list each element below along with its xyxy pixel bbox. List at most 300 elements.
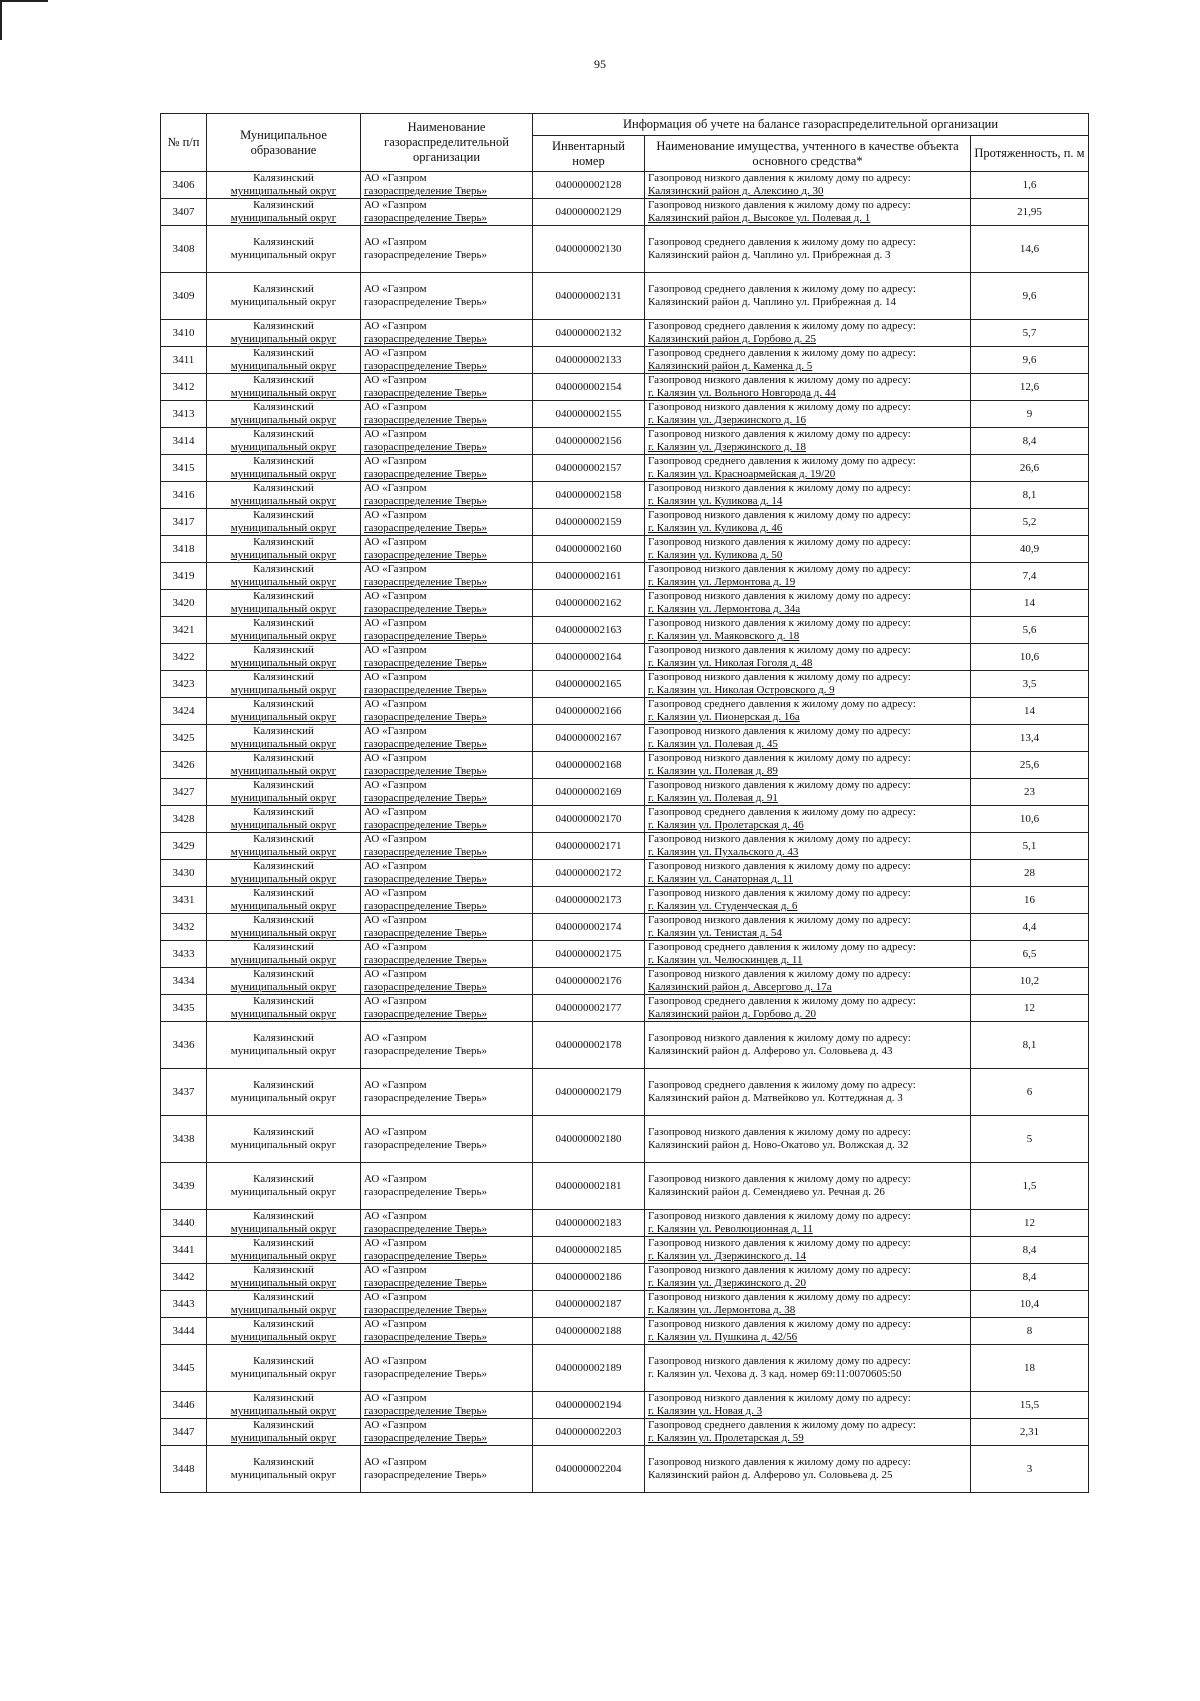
table-row xyxy=(161,1116,1089,1163)
property-line-1: Газопровод низкого давления к жилому дому по адресу: xyxy=(648,752,911,764)
municipality-line-2: муниципальный округ xyxy=(230,1331,337,1343)
row-inventory-number: 040000002183 xyxy=(533,1210,645,1237)
property-line-2: г. Калязин ул. Полевая д. 89 xyxy=(648,765,778,777)
row-inventory-number: 040000002159 xyxy=(533,509,645,536)
row-length: 6 xyxy=(971,1069,1089,1116)
row-number: 3441 xyxy=(161,1237,207,1264)
row-inventory-number: 040000002155 xyxy=(533,401,645,428)
row-organization xyxy=(361,968,533,995)
row-municipality xyxy=(207,374,361,401)
property-line-2: Калязинский район д. Авсергово д. 17а xyxy=(648,981,832,993)
organization-line-2: газораспределение Тверь» xyxy=(364,1432,488,1444)
row-organization xyxy=(361,590,533,617)
property-line-2: г. Калязин ул. Полевая д. 45 xyxy=(648,738,778,750)
table-row xyxy=(161,1392,1089,1419)
organization-line-2: газораспределение Тверь» xyxy=(364,873,488,885)
organization-line-2: газораспределение Тверь» xyxy=(364,1304,488,1316)
organization-line-2: газораспределение Тверь» xyxy=(364,1186,488,1198)
organization-line-2: газораспределение Тверь» xyxy=(364,1469,488,1481)
row-organization xyxy=(361,995,533,1022)
row-municipality xyxy=(207,509,361,536)
municipality-line-2: муниципальный округ xyxy=(230,1277,337,1289)
property-line-2: Калязинский район д. Алферово ул. Соловьева д. 25 xyxy=(648,1469,893,1481)
property-line-1: Газопровод низкого давления к жилому дому по адресу: xyxy=(648,401,911,413)
row-length: 9 xyxy=(971,401,1089,428)
organization-line-1: АО «Газпром xyxy=(364,1456,427,1468)
row-number: 3439 xyxy=(161,1163,207,1210)
municipality-line-1: Калязинский xyxy=(253,347,314,359)
property-line-1: Газопровод низкого давления к жилому дому по адресу: xyxy=(648,536,911,548)
row-organization xyxy=(361,1291,533,1318)
property-line-2: г. Калязин ул. Куликова д. 46 xyxy=(648,522,783,534)
row-inventory-number: 040000002187 xyxy=(533,1291,645,1318)
row-number: 3433 xyxy=(161,941,207,968)
row-length: 14,6 xyxy=(971,226,1089,273)
row-length: 7,4 xyxy=(971,563,1089,590)
municipality-line-1: Калязинский xyxy=(253,1318,314,1330)
row-number: 3422 xyxy=(161,644,207,671)
organization-line-2: газораспределение Тверь» xyxy=(364,1250,488,1262)
gas-pipeline-table xyxy=(160,113,1089,1493)
property-line-2: г. Калязин ул. Новая д. 3 xyxy=(648,1405,763,1417)
row-inventory-number: 040000002164 xyxy=(533,644,645,671)
row-property-name xyxy=(645,644,971,671)
row-length: 23 xyxy=(971,779,1089,806)
municipality-line-1: Калязинский xyxy=(253,1032,314,1044)
row-inventory-number: 040000002170 xyxy=(533,806,645,833)
municipality-line-1: Калязинский xyxy=(253,401,314,413)
municipality-line-1: Калязинский xyxy=(253,1210,314,1222)
row-length: 25,6 xyxy=(971,752,1089,779)
organization-line-1: АО «Газпром xyxy=(364,644,427,656)
municipality-line-2: муниципальный округ xyxy=(230,1092,337,1104)
table-row xyxy=(161,698,1089,725)
row-length: 8,1 xyxy=(971,482,1089,509)
row-organization xyxy=(361,455,533,482)
row-organization xyxy=(361,860,533,887)
organization-line-1: АО «Газпром xyxy=(364,1392,427,1404)
row-inventory-number: 040000002204 xyxy=(533,1446,645,1493)
row-organization xyxy=(361,725,533,752)
municipality-line-1: Калязинский xyxy=(253,563,314,575)
municipality-line-2: муниципальный округ xyxy=(230,1250,337,1262)
municipality-line-1: Калязинский xyxy=(253,887,314,899)
municipality-line-2: муниципальный округ xyxy=(230,360,337,372)
row-inventory-number: 040000002132 xyxy=(533,320,645,347)
row-number: 3437 xyxy=(161,1069,207,1116)
organization-line-2: газораспределение Тверь» xyxy=(364,1277,488,1289)
municipality-line-1: Калязинский xyxy=(253,590,314,602)
row-property-name xyxy=(645,1163,971,1210)
row-municipality xyxy=(207,995,361,1022)
municipality-line-1: Калязинский xyxy=(253,644,314,656)
row-length: 4,4 xyxy=(971,914,1089,941)
municipality-line-2: муниципальный округ xyxy=(230,1223,337,1235)
row-number: 3444 xyxy=(161,1318,207,1345)
property-line-2: г. Калязин ул. Тенистая д. 54 xyxy=(648,927,782,939)
table-row xyxy=(161,779,1089,806)
organization-line-2: газораспределение Тверь» xyxy=(364,657,488,669)
property-line-1: Газопровод низкого давления к жилому дому по адресу: xyxy=(648,644,911,656)
municipality-line-1: Калязинский xyxy=(253,941,314,953)
page-number: 95 xyxy=(594,57,606,71)
organization-line-2: газораспределение Тверь» xyxy=(364,603,488,615)
row-municipality xyxy=(207,752,361,779)
row-property-name xyxy=(645,887,971,914)
table-row xyxy=(161,725,1089,752)
property-line-1: Газопровод низкого давления к жилому дому по адресу: xyxy=(648,1032,911,1044)
property-line-1: Газопровод низкого давления к жилому дому по адресу: xyxy=(648,428,911,440)
row-length: 15,5 xyxy=(971,1392,1089,1419)
organization-line-1: АО «Газпром xyxy=(364,968,427,980)
table-row xyxy=(161,347,1089,374)
organization-line-2: газораспределение Тверь» xyxy=(364,468,488,480)
row-property-name xyxy=(645,698,971,725)
row-property-name xyxy=(645,347,971,374)
row-organization xyxy=(361,1022,533,1069)
municipality-line-1: Калязинский xyxy=(253,1079,314,1091)
row-number: 3411 xyxy=(161,347,207,374)
row-inventory-number: 040000002157 xyxy=(533,455,645,482)
row-municipality xyxy=(207,1419,361,1446)
table-body xyxy=(161,172,1089,1493)
row-inventory-number: 040000002165 xyxy=(533,671,645,698)
row-organization xyxy=(361,644,533,671)
row-number: 3429 xyxy=(161,833,207,860)
property-line-2: Калязинский район д. Высокое ул. Полевая д. 1 xyxy=(648,212,871,224)
row-number: 3413 xyxy=(161,401,207,428)
table-row xyxy=(161,320,1089,347)
row-inventory-number: 040000002129 xyxy=(533,199,645,226)
municipality-line-2: муниципальный округ xyxy=(230,738,337,750)
table-row xyxy=(161,428,1089,455)
row-property-name xyxy=(645,779,971,806)
row-length: 5 xyxy=(971,1116,1089,1163)
municipality-line-2: муниципальный округ xyxy=(230,846,337,858)
row-municipality xyxy=(207,806,361,833)
property-line-1: Газопровод низкого давления к жилому дому по адресу: xyxy=(648,671,911,683)
table-row xyxy=(161,860,1089,887)
table-row xyxy=(161,1210,1089,1237)
row-length: 12 xyxy=(971,1210,1089,1237)
organization-line-2: газораспределение Тверь» xyxy=(364,360,488,372)
row-organization xyxy=(361,914,533,941)
row-number: 3440 xyxy=(161,1210,207,1237)
row-municipality xyxy=(207,1392,361,1419)
property-line-1: Газопровод низкого давления к жилому дому по адресу: xyxy=(648,1355,911,1367)
organization-line-1: АО «Газпром xyxy=(364,617,427,629)
organization-line-2: газораспределение Тверь» xyxy=(364,249,488,261)
property-line-1: Газопровод низкого давления к жилому дому по адресу: xyxy=(648,1237,911,1249)
row-number: 3446 xyxy=(161,1392,207,1419)
property-line-1: Газопровод низкого давления к жилому дому по адресу: xyxy=(648,590,911,602)
row-inventory-number: 040000002177 xyxy=(533,995,645,1022)
row-inventory-number: 040000002172 xyxy=(533,860,645,887)
row-municipality xyxy=(207,347,361,374)
row-organization xyxy=(361,482,533,509)
row-number: 3424 xyxy=(161,698,207,725)
organization-line-2: газораспределение Тверь» xyxy=(364,846,488,858)
property-line-1: Газопровод низкого давления к жилому дому по адресу: xyxy=(648,1210,911,1222)
row-property-name xyxy=(645,455,971,482)
property-line-1: Газопровод низкого давления к жилому дому по адресу: xyxy=(648,1126,911,1138)
row-municipality xyxy=(207,671,361,698)
row-number: 3442 xyxy=(161,1264,207,1291)
row-number: 3417 xyxy=(161,509,207,536)
municipality-line-2: муниципальный округ xyxy=(230,711,337,723)
municipality-line-1: Калязинский xyxy=(253,283,314,295)
row-inventory-number: 040000002171 xyxy=(533,833,645,860)
table-row xyxy=(161,590,1089,617)
row-inventory-number: 040000002167 xyxy=(533,725,645,752)
row-number: 3448 xyxy=(161,1446,207,1493)
table-row xyxy=(161,1419,1089,1446)
table-row xyxy=(161,1318,1089,1345)
municipality-line-2: муниципальный округ xyxy=(230,1469,337,1481)
organization-line-1: АО «Газпром xyxy=(364,509,427,521)
row-municipality xyxy=(207,1345,361,1392)
municipality-line-2: муниципальный округ xyxy=(230,576,337,588)
municipality-line-2: муниципальный округ xyxy=(230,1139,337,1151)
municipality-line-1: Калязинский xyxy=(253,482,314,494)
row-property-name xyxy=(645,914,971,941)
property-line-2: г. Калязин ул. Пухальского д. 43 xyxy=(648,846,799,858)
row-length: 13,4 xyxy=(971,725,1089,752)
organization-line-1: АО «Газпром xyxy=(364,752,427,764)
row-organization xyxy=(361,698,533,725)
property-line-1: Газопровод низкого давления к жилому дому по адресу: xyxy=(648,1173,911,1185)
row-number: 3407 xyxy=(161,199,207,226)
organization-line-1: АО «Газпром xyxy=(364,1210,427,1222)
row-length: 9,6 xyxy=(971,273,1089,320)
row-property-name xyxy=(645,509,971,536)
organization-line-1: АО «Газпром xyxy=(364,1419,427,1431)
table-row xyxy=(161,509,1089,536)
organization-line-2: газораспределение Тверь» xyxy=(364,765,488,777)
row-property-name xyxy=(645,590,971,617)
property-line-2: г. Калязин ул. Студенческая д. 6 xyxy=(648,900,798,912)
organization-line-1: АО «Газпром xyxy=(364,536,427,548)
row-length: 5,1 xyxy=(971,833,1089,860)
municipality-line-2: муниципальный округ xyxy=(230,333,337,345)
row-property-name xyxy=(645,1069,971,1116)
table-row xyxy=(161,226,1089,273)
row-municipality xyxy=(207,941,361,968)
header-property-name: Наименование имущества, учтенного в качестве объекта основного средства* xyxy=(645,136,971,172)
row-length: 5,7 xyxy=(971,320,1089,347)
row-property-name xyxy=(645,1264,971,1291)
organization-line-2: газораспределение Тверь» xyxy=(364,1331,488,1343)
organization-line-1: АО «Газпром xyxy=(364,914,427,926)
header-balance-info: Информация об учете на балансе газораспределительной организации xyxy=(533,114,1089,136)
row-municipality xyxy=(207,455,361,482)
property-line-1: Газопровод среднего давления к жилому дому по адресу: xyxy=(648,236,916,248)
municipality-line-1: Калязинский xyxy=(253,995,314,1007)
organization-line-2: газораспределение Тверь» xyxy=(364,185,488,197)
row-number: 3423 xyxy=(161,671,207,698)
municipality-line-1: Калязинский xyxy=(253,374,314,386)
organization-line-2: газораспределение Тверь» xyxy=(364,576,488,588)
row-municipality xyxy=(207,1318,361,1345)
row-number: 3434 xyxy=(161,968,207,995)
property-line-1: Газопровод низкого давления к жилому дому по адресу: xyxy=(648,509,911,521)
row-municipality xyxy=(207,590,361,617)
row-inventory-number: 040000002181 xyxy=(533,1163,645,1210)
row-property-name xyxy=(645,860,971,887)
municipality-line-2: муниципальный округ xyxy=(230,873,337,885)
municipality-line-1: Калязинский xyxy=(253,236,314,248)
property-line-2: г. Калязин ул. Полевая д. 91 xyxy=(648,792,778,804)
municipality-line-1: Калязинский xyxy=(253,1264,314,1276)
organization-line-1: АО «Газпром xyxy=(364,941,427,953)
row-length: 18 xyxy=(971,1345,1089,1392)
row-property-name xyxy=(645,1237,971,1264)
organization-line-1: АО «Газпром xyxy=(364,455,427,467)
property-line-2: г. Калязин ул. Пролетарская д. 46 xyxy=(648,819,804,831)
row-number: 3430 xyxy=(161,860,207,887)
property-line-2: г. Калязин ул. Дзержинского д. 20 xyxy=(648,1277,806,1289)
row-municipality xyxy=(207,1237,361,1264)
row-organization xyxy=(361,347,533,374)
row-organization xyxy=(361,1069,533,1116)
municipality-line-2: муниципальный округ xyxy=(230,414,337,426)
property-line-1: Газопровод низкого давления к жилому дому по адресу: xyxy=(648,374,911,386)
row-municipality xyxy=(207,563,361,590)
row-municipality xyxy=(207,833,361,860)
row-property-name xyxy=(645,806,971,833)
row-inventory-number: 040000002161 xyxy=(533,563,645,590)
municipality-line-1: Калязинский xyxy=(253,1355,314,1367)
organization-line-2: газораспределение Тверь» xyxy=(364,1045,488,1057)
row-property-name xyxy=(645,833,971,860)
property-line-2: г. Калязин ул. Маяковского д. 18 xyxy=(648,630,800,642)
row-number: 3425 xyxy=(161,725,207,752)
row-organization xyxy=(361,779,533,806)
scan-corner-mark xyxy=(0,0,48,8)
row-municipality xyxy=(207,698,361,725)
row-length: 10,6 xyxy=(971,644,1089,671)
organization-line-1: АО «Газпром xyxy=(364,320,427,332)
table-row xyxy=(161,1446,1089,1493)
municipality-line-2: муниципальный округ xyxy=(230,1045,337,1057)
row-organization xyxy=(361,320,533,347)
municipality-line-2: муниципальный округ xyxy=(230,657,337,669)
row-municipality xyxy=(207,725,361,752)
organization-line-2: газораспределение Тверь» xyxy=(364,927,488,939)
row-property-name xyxy=(645,1345,971,1392)
row-length: 9,6 xyxy=(971,347,1089,374)
row-number: 3420 xyxy=(161,590,207,617)
row-number: 3406 xyxy=(161,172,207,199)
organization-line-1: АО «Газпром xyxy=(364,995,427,1007)
row-organization xyxy=(361,833,533,860)
table-row xyxy=(161,941,1089,968)
municipality-line-2: муниципальный округ xyxy=(230,468,337,480)
row-organization xyxy=(361,1392,533,1419)
organization-line-1: АО «Газпром xyxy=(364,1318,427,1330)
organization-line-2: газораспределение Тверь» xyxy=(364,333,488,345)
row-inventory-number: 040000002185 xyxy=(533,1237,645,1264)
table-row xyxy=(161,806,1089,833)
municipality-line-1: Калязинский xyxy=(253,428,314,440)
organization-line-1: АО «Газпром xyxy=(364,1079,427,1091)
row-inventory-number: 040000002160 xyxy=(533,536,645,563)
organization-line-1: АО «Газпром xyxy=(364,401,427,413)
row-number: 3436 xyxy=(161,1022,207,1069)
row-length: 40,9 xyxy=(971,536,1089,563)
table-row xyxy=(161,995,1089,1022)
table-row xyxy=(161,1022,1089,1069)
property-line-2: г. Калязин ул. Николая Гоголя д. 48 xyxy=(648,657,813,669)
organization-line-1: АО «Газпром xyxy=(364,860,427,872)
organization-line-1: АО «Газпром xyxy=(364,725,427,737)
row-property-name xyxy=(645,941,971,968)
municipality-line-2: муниципальный округ xyxy=(230,1186,337,1198)
row-inventory-number: 040000002180 xyxy=(533,1116,645,1163)
row-municipality xyxy=(207,320,361,347)
table-row xyxy=(161,455,1089,482)
row-property-name xyxy=(645,563,971,590)
property-line-2: Калязинский район д. Чаплино ул. Прибрежная д. 14 xyxy=(648,296,896,308)
row-inventory-number: 040000002175 xyxy=(533,941,645,968)
table-row xyxy=(161,1264,1089,1291)
property-line-2: г. Калязин ул. Пушкина д. 42/56 xyxy=(648,1331,798,1343)
row-property-name xyxy=(645,725,971,752)
municipality-line-2: муниципальный округ xyxy=(230,819,337,831)
row-inventory-number: 040000002128 xyxy=(533,172,645,199)
row-municipality xyxy=(207,914,361,941)
row-inventory-number: 040000002156 xyxy=(533,428,645,455)
organization-line-2: газораспределение Тверь» xyxy=(364,1368,488,1380)
row-organization xyxy=(361,1318,533,1345)
table-row xyxy=(161,1163,1089,1210)
property-line-2: Калязинский район д. Каменка д. 5 xyxy=(648,360,813,372)
row-organization xyxy=(361,536,533,563)
row-municipality xyxy=(207,968,361,995)
row-length: 8,4 xyxy=(971,1264,1089,1291)
row-municipality xyxy=(207,273,361,320)
property-line-1: Газопровод низкого давления к жилому дому по адресу: xyxy=(648,833,911,845)
row-municipality xyxy=(207,199,361,226)
row-property-name xyxy=(645,536,971,563)
row-inventory-number: 040000002186 xyxy=(533,1264,645,1291)
property-line-1: Газопровод низкого давления к жилому дому по адресу: xyxy=(648,1456,911,1468)
property-line-1: Газопровод низкого давления к жилому дому по адресу: xyxy=(648,1264,911,1276)
row-municipality xyxy=(207,1210,361,1237)
row-municipality xyxy=(207,1163,361,1210)
organization-line-1: АО «Газпром xyxy=(364,1291,427,1303)
table-row xyxy=(161,1345,1089,1392)
row-number: 3435 xyxy=(161,995,207,1022)
organization-line-2: газораспределение Тверь» xyxy=(364,630,488,642)
organization-line-2: газораспределение Тверь» xyxy=(364,711,488,723)
row-length: 28 xyxy=(971,860,1089,887)
municipality-line-2: муниципальный округ xyxy=(230,603,337,615)
table-row xyxy=(161,482,1089,509)
organization-line-2: газораспределение Тверь» xyxy=(364,414,488,426)
organization-line-2: газораспределение Тверь» xyxy=(364,1139,488,1151)
row-organization xyxy=(361,752,533,779)
organization-line-1: АО «Газпром xyxy=(364,887,427,899)
row-number: 3408 xyxy=(161,226,207,273)
row-organization xyxy=(361,199,533,226)
property-line-2: г. Калязин ул. Николая Островского д. 9 xyxy=(648,684,835,696)
row-organization xyxy=(361,1116,533,1163)
row-number: 3415 xyxy=(161,455,207,482)
row-municipality xyxy=(207,617,361,644)
row-length: 3 xyxy=(971,1446,1089,1493)
table-row xyxy=(161,1237,1089,1264)
